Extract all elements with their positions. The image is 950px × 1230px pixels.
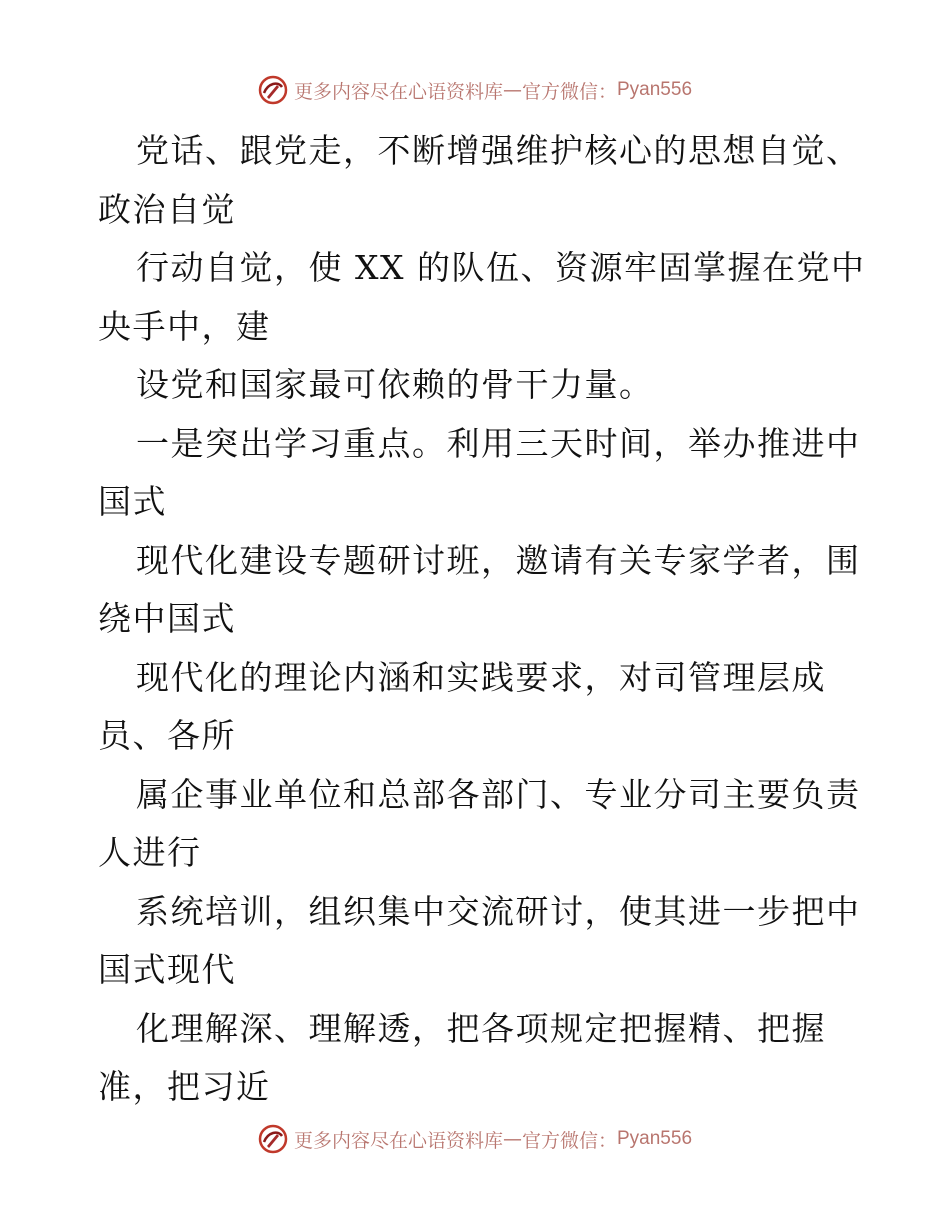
body-line: 央手中，建 (98, 306, 271, 346)
body-line: 绕中国式 (98, 599, 236, 638)
footer-banner (0, 1121, 950, 1157)
body-line: 化理解深、理解透，把各项规定把握精、把握 (136, 1008, 826, 1048)
document-body (98, 122, 866, 1117)
body-line: 人进行 (98, 833, 202, 872)
red-swirl-pen-logo-icon (258, 75, 288, 105)
banner-suffix-text: 官方微信： (521, 1129, 617, 1152)
body-line: 政治自觉 (98, 189, 236, 229)
body-line: 员、各所 (98, 716, 236, 755)
body-line: 行动自觉，使 XX 的队伍、资源牢固掌握在党中 (136, 248, 866, 287)
body-line: 现代化建设专题研讨班，邀请有关专家学者，围 (136, 540, 861, 580)
body-line: 一是突出学习重点。利用三天时间，举办推进中 (136, 423, 861, 463)
banner-separator: — (502, 79, 522, 101)
banner-separator: — (502, 1128, 522, 1150)
banner-suffix-text: 官方微信： (521, 80, 617, 103)
banner-main-text: 更多内容尽在心语资料库 (293, 80, 503, 103)
body-line: 现代化的理论内涵和实践要求，对司管理层成 (136, 657, 826, 697)
body-line: 党话、跟党走，不断增强维护核心的思想自觉、 (136, 131, 861, 170)
banner-main-text: 更多内容尽在心语资料库 (293, 1129, 503, 1152)
banner-account: Pyan556 (617, 1128, 693, 1149)
body-line: 国式 (98, 482, 167, 521)
body-line: 国式现代 (98, 950, 236, 989)
body-line: 属企事业单位和总部各部门、专业分司主要负责 (136, 774, 861, 814)
banner-account: Pyan556 (617, 79, 693, 100)
header-banner (0, 72, 950, 108)
body-line: 系统培训，组织集中交流研讨，使其进一步把中 (136, 891, 861, 931)
body-line: 设党和国家最可依赖的骨干力量。 (136, 365, 654, 404)
body-line: 准，把习近 (98, 1067, 271, 1106)
red-swirl-pen-logo-icon (258, 1124, 288, 1154)
